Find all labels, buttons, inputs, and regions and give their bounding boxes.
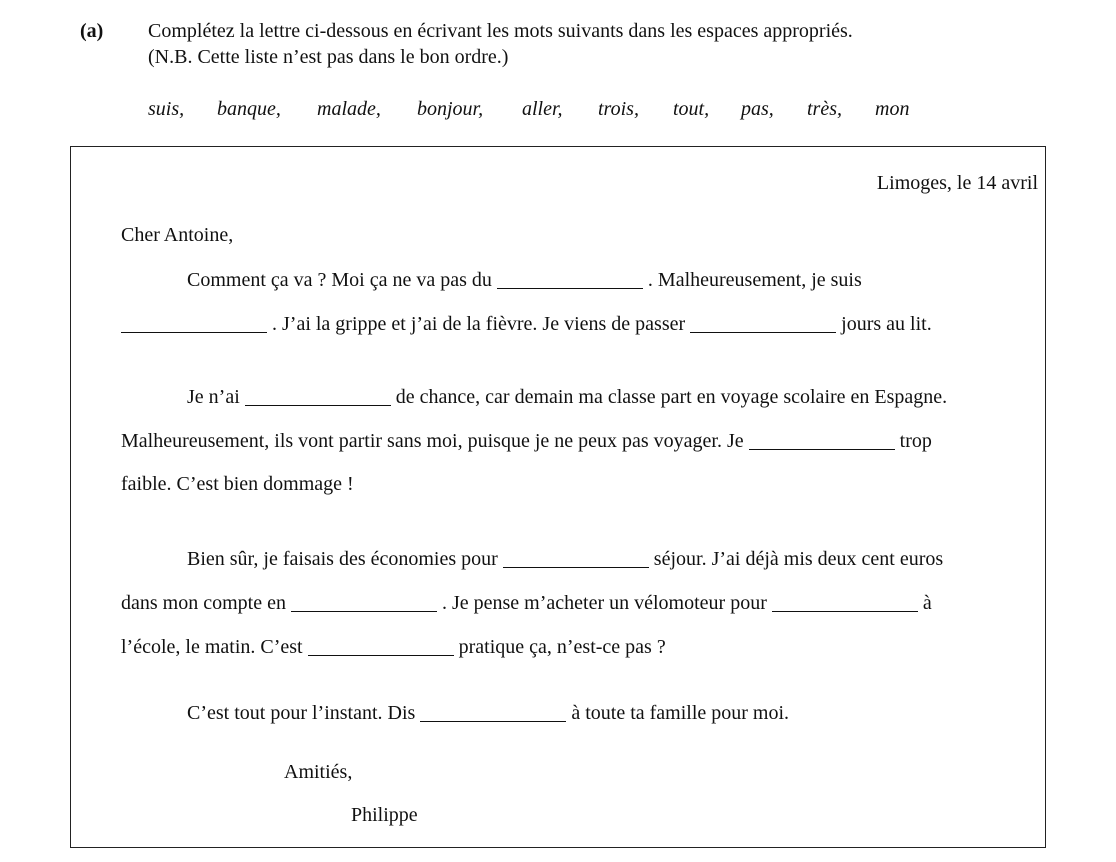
letter-line <box>121 429 932 451</box>
line-text: jours au lit. <box>841 313 932 335</box>
word-item: suis, <box>148 98 185 120</box>
letter-line <box>121 591 932 613</box>
line-text: Comment ça va ? Moi ça ne va pas du <box>187 269 492 291</box>
word-item: tout, <box>673 98 710 120</box>
answer-blank <box>291 591 437 612</box>
letter-frame <box>70 146 1046 848</box>
word-item: très, <box>807 98 842 120</box>
exercise-label: (a) <box>80 20 104 42</box>
letter-line <box>187 547 943 569</box>
instruction-line-2: (N.B. Cette liste n’est pas dans le bon ordre.) <box>148 46 509 68</box>
letter-signature: Philippe <box>351 804 418 826</box>
letter-line <box>187 385 947 407</box>
word-item: malade, <box>317 98 381 120</box>
word-item: mon <box>875 98 910 120</box>
answer-blank <box>749 429 895 450</box>
line-text: dans mon compte en <box>121 592 286 614</box>
line-text: l’école, le matin. C’est <box>121 636 303 658</box>
line-text: à toute ta famille pour moi. <box>571 702 790 724</box>
letter-closing: Amitiés, <box>284 761 353 783</box>
answer-blank <box>420 701 566 722</box>
line-text: à <box>922 592 932 614</box>
word-item: trois, <box>598 98 639 120</box>
word-item: banque, <box>217 98 281 120</box>
answer-blank <box>121 312 267 333</box>
answer-blank <box>690 312 836 333</box>
answer-blank <box>308 635 454 656</box>
line-text: séjour. J’ai déjà mis deux cent euros <box>653 548 944 570</box>
word-item: aller, <box>522 98 563 120</box>
letter-line <box>121 312 932 334</box>
line-text: Je n’ai <box>187 386 240 408</box>
letter-line <box>187 701 789 723</box>
line-text: . J’ai la grippe et j’ai de la fièvre. Je viens de passer <box>272 313 686 335</box>
answer-blank <box>503 547 649 568</box>
line-text: Malheureusement, ils vont partir sans moi, puisque je ne peux pas voyager. Je <box>121 430 744 452</box>
line-text: trop <box>899 430 932 452</box>
instruction-line-1: Complétez la lettre ci-dessous en écrivant les mots suivants dans les espaces appropriés. <box>148 20 853 42</box>
answer-blank <box>245 385 391 406</box>
answer-blank <box>772 591 918 612</box>
letter-line <box>187 268 862 290</box>
word-item: bonjour, <box>417 98 484 120</box>
line-text: de chance, car demain ma classe part en voyage scolaire en Espagne. <box>395 386 948 408</box>
word-item: pas, <box>741 98 774 120</box>
letter-date: Limoges, le 14 avril <box>876 172 1038 194</box>
line-text: pratique ça, n’est-ce pas ? <box>458 636 666 658</box>
letter-greeting: Cher Antoine, <box>121 224 234 246</box>
line-text: . Je pense m’acheter un vélomoteur pour <box>441 592 767 614</box>
line-text: . Malheureusement, je suis <box>647 269 862 291</box>
answer-blank <box>497 268 643 289</box>
letter-line: faible. C’est bien dommage ! <box>121 473 354 495</box>
line-text: Bien sûr, je faisais des économies pour <box>187 548 498 570</box>
line-text: C’est tout pour l’instant. Dis <box>187 702 416 724</box>
letter-line <box>121 635 666 657</box>
